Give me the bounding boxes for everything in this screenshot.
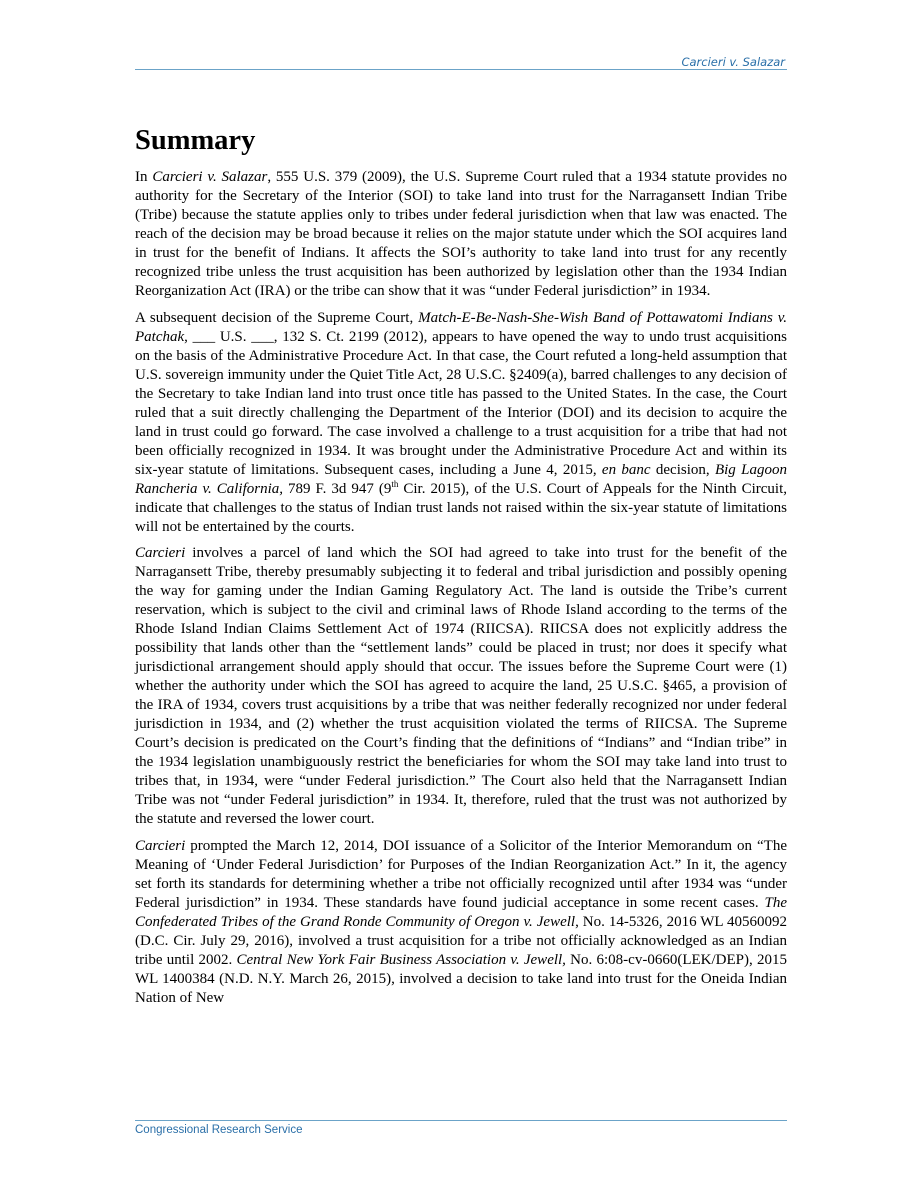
italic-run: Central New York Fair Business Association v. Jewell, bbox=[236, 951, 566, 968]
text-run: decision, bbox=[650, 461, 715, 478]
page-title: Summary bbox=[135, 125, 256, 156]
text-run: , ___ U.S. ___, 132 S. Ct. 2199 (2012), appears to have opened the way to undo trust acquisitions on the basis of the Administrative Procedure Act. In that case, the Court refuted a long-held assumption that U.S. sovereign immunity under the Quiet Title Act, 28 U.S.C. §2409(a), barred challenges to any decision of the Secretary to take Indian land into trust once title has passed to the United States. In the case, the Court ruled that a suit directly challenging the Department of the Interior (DOI) and its decision to acquire the land in trust could go forward. The case involved a challenge to a trust acquisition for a tribe that had not been officially recognized in 1934. It was brought under the Administrative Procedure Act and within its six-year statute of limitations. Subsequent cases, including a June 4, 2015, bbox=[135, 328, 787, 478]
paragraph bbox=[135, 168, 787, 301]
italic-run: Carcieri v. Salazar bbox=[152, 169, 268, 185]
superscript-run: th bbox=[391, 478, 399, 489]
page-content bbox=[135, 124, 787, 1015]
text-run: prompted the March 12, 2014, DOI issuance of a Solicitor of the Interior Memorandum on “The Meaning of ‘Under Federal Jurisdiction’ for Purposes of the Indian Reorganization Act.” In it, the agency set forth its standards for determining whether a tribe not officially recognized until after 1934 was “under Federal jurisdiction” in 1934. These standards have found judicial acceptance in some recent cases. bbox=[135, 837, 787, 911]
paragraph bbox=[135, 544, 787, 829]
running-header: Carcieri v. Salazar bbox=[681, 55, 785, 69]
italic-run: Carcieri bbox=[135, 837, 186, 854]
italic-run: The Confederated Tribes of the Grand Ronde Community of Oregon v. Jewell bbox=[135, 894, 787, 930]
text-run: A subsequent decision of the Supreme Court, bbox=[135, 309, 419, 326]
text-run: , No. 14-5326, 2016 WL 40560092 (D.C. Cir. July 29, 2016), involved a trust acquisition for a tribe not officially acknowledged as an Indian tribe until 2002. bbox=[135, 913, 788, 968]
text-run: , 555 U.S. 379 (2009), the U.S. Supreme Court ruled that a 1934 statute provides no authority for the Secretary of the Interior (SOI) to take land into trust for the Narragansett Indian Tribe (Tribe) because the statute applies only to tribes under federal jurisdiction when that law was enacted. The reach of the decision may be broad because it relies on the major statute under which the SOI acquires land in trust for the benefit of Indians. It affects the SOI’s authority to take land into trust for any recently recognized tribe unless the trust acquisition has been authorized by legislation other than the 1934 Indian Reorganization Act (IRA) or the tribe can show that it was “under Federal jurisdiction” in 1934. bbox=[135, 169, 787, 299]
italic-run: Big Lagoon Rancheria v. California, bbox=[135, 461, 787, 497]
italic-run: Match-E-Be-Nash-She-Wish Band of Pottawatomi Indians v. Patchak bbox=[135, 309, 787, 345]
body-text bbox=[135, 168, 787, 1008]
text-run: No. 6:08-cv-0660(LEK/DEP), 2015 WL 1400384 (N.D. N.Y. March 26, 2015), involved a decision to take land into trust for the Oneida Indian Nation of New bbox=[135, 951, 787, 1006]
text-run: In bbox=[135, 169, 153, 185]
footer-divider bbox=[135, 1120, 787, 1121]
text-run: involves a parcel of land which the SOI had agreed to take into trust for the benefit of the Narragansett Tribe, thereby presumably subjecting it to federal and tribal jurisdiction and possibly opening the way for gaming under the Indian Gaming Regulatory Act. The land is outside the Tribe’s current reservation, which is subject to the civil and criminal laws of Rhode Island according to the terms of the Rhode Island Indian Claims Settlement Act of 1974 (RIICSA). RIICSA does not explicitly address the possibility that lands other than the “settlement lands” could be placed in trust; nor does it specify what jurisdictional arrangement should apply should that occur. The issues before the Supreme Court were (1) whether the authority under which the SOI has agreed to acquire the land, 25 U.S.C. §465, a provision of the IRA of 1934, covers trust acquisitions by a tribe that was neither federally recognized nor under federal jurisdiction in 1934, and (2) whether the trust acquisition violated the terms of RIICSA. The Supreme Court’s decision is predicated on the Court’s finding that the definitions of “Indians” and “Indian tribe” in the 1934 legislation unambiguously restrict the beneficiaries for whom the SOI may take land into trust to tribes that, in 1934, were “under Federal jurisdiction.” The Court also held that the Narragansett Indian Tribe was not “under Federal jurisdiction” in 1934. It, therefore, ruled that the trust was not authorized by the statute and reversed the lower court. bbox=[135, 545, 787, 827]
italic-run: en banc bbox=[601, 461, 651, 478]
italic-run: Carcieri bbox=[135, 545, 186, 561]
footer-org: Congressional Research Service bbox=[135, 1124, 303, 1136]
paragraph bbox=[135, 309, 787, 537]
text-run: 789 F. 3d 947 (9 bbox=[283, 480, 392, 497]
text-run: Cir. 2015), of the U.S. Court of Appeals for the Ninth Circuit, indicate that challenges to the status of Indian trust lands not raised within the six-year statute of limitations will not be entertained by the courts. bbox=[135, 480, 787, 535]
header-divider bbox=[135, 69, 787, 70]
paragraph bbox=[135, 837, 787, 1008]
